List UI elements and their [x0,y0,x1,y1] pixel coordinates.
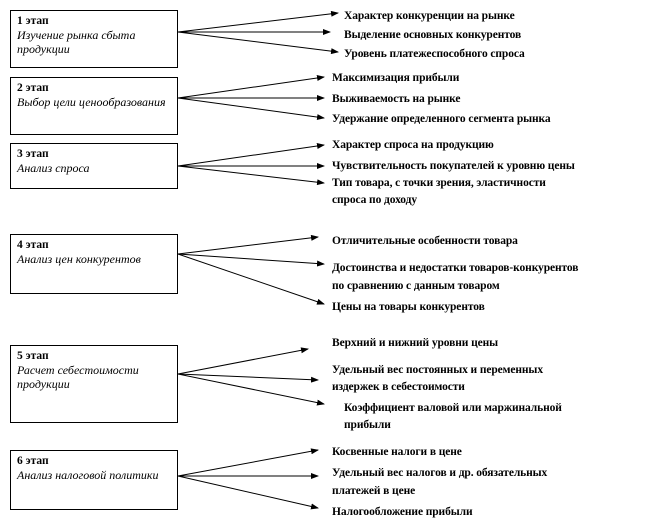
stage-3-item-2: Чувствительность покупателей к уровню цены [332,160,575,172]
stage-2-box [10,77,178,135]
arrow-s3-1 [178,145,324,166]
stage-6-number: 6 этап [17,455,49,467]
arrow-s5-3 [178,374,324,404]
stage-4-item-2: Достоинства и недостатки товаров-конкурентов [332,262,579,274]
arrow-s1-3 [178,32,338,52]
stage-5-item-3: издержек в себестоимости [332,381,465,393]
stage-6-item-1: Косвенные налоги в цене [332,446,462,458]
stage-3-box [10,143,178,189]
stage-1-item-3: Уровень платежеспособного спроса [344,48,525,60]
stage-4-name: Анализ цен конкурентов [17,252,141,266]
stage-4-number: 4 этап [17,239,49,251]
stage-2-number: 2 этап [17,82,49,94]
stage-4-box [10,234,178,294]
stage-6-item-3: платежей в цене [332,485,416,497]
stage-5-name: Расчет себестоимости продукции [17,363,139,391]
stage-5-item-2: Удельный вес постоянных и переменных [332,364,543,376]
stage-5-item-5: прибыли [344,419,391,431]
stage-1-name: Изучение рынка сбыта продукции [17,28,136,56]
arrow-s2-3 [178,98,324,118]
arrow-s6-3 [178,476,318,508]
stage-3-item-4: спроса по доходу [332,194,417,206]
stage-3-item-1: Характер спроса на продукцию [332,139,494,151]
stage-5-item-1: Верхний и нижний уровни цены [332,337,498,349]
arrow-s4-2 [178,254,324,264]
stage-1-item-2: Выделение основных конкурентов [344,29,522,41]
stage-4-item-3: по сравнению с данным товаром [332,280,500,292]
arrow-s6-1 [178,450,318,476]
stage-2-item-1: Максимизация прибыли [332,72,460,84]
stage-2-item-3: Удержание определенного сегмента рынка [332,113,551,125]
stage-1-box [10,10,178,68]
arrow-s4-1 [178,237,318,254]
arrow-s5-1 [178,349,308,374]
stage-5-box [10,345,178,423]
stage-3-item-3: Тип товара, с точки зрения, эластичности [332,177,546,189]
stage-1-number: 1 этап [17,15,49,27]
stage-4-item-1: Отличительные особенности товара [332,235,518,247]
arrow-s5-2 [178,374,318,380]
stage-6-name: Анализ налоговой политики [17,468,159,482]
stage-6-box [10,450,178,510]
arrow-s1-1 [178,13,338,32]
stage-6-item-2: Удельный вес налогов и др. обязательных [332,467,548,479]
stage-5-number: 5 этап [17,350,49,362]
stage-3-name: Анализ спроса [17,161,90,175]
stage-1-item-1: Характер конкуренции на рынке [344,10,515,22]
arrow-s2-1 [178,77,324,98]
stage-2-name: Выбор цели ценообразования [17,95,166,109]
stage-2-item-2: Выживаемость на рынке [332,93,461,105]
arrow-s4-3 [178,254,324,304]
stage-5-item-4: Коэффициент валовой или маржинальной [344,402,562,414]
arrow-s3-3 [178,166,324,183]
stage-4-item-4: Цены на товары конкурентов [332,301,485,313]
stage-3-number: 3 этап [17,148,49,160]
stage-6-item-4: Налогообложение прибыли [332,506,473,518]
